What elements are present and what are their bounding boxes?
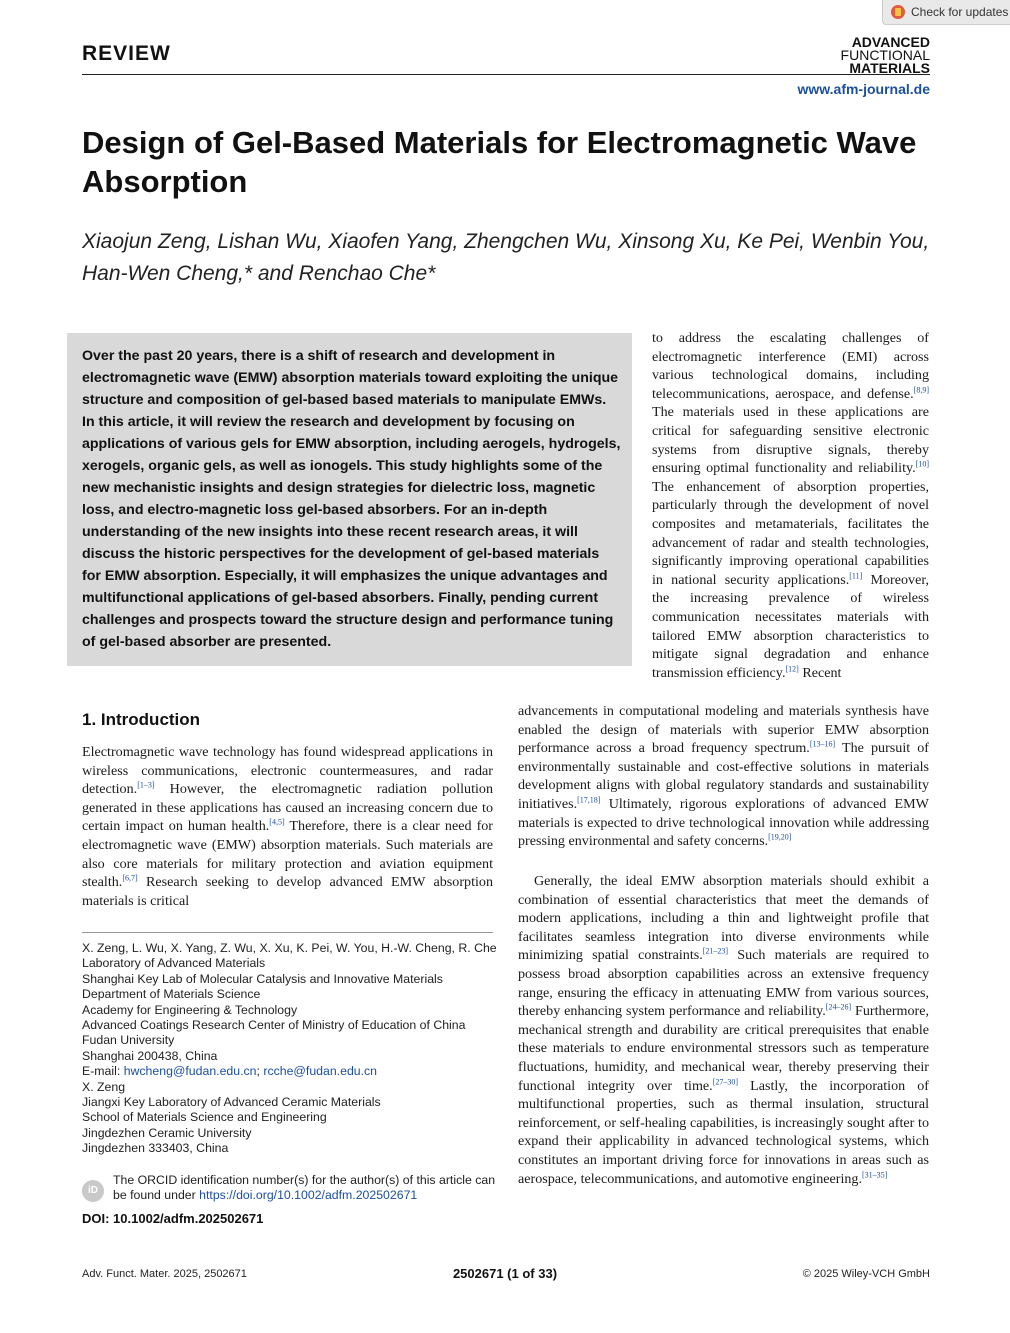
text-run: Moreover, the increasing prevalence of wireless communication necessitates materials with tailored EMW absorption characteristics to mitigate signal degradation and enhance transmission efficiency. xyxy=(652,571,930,681)
text-run: The enhancement of absorption properties, particularly through the development of novel composites and metamaterials, facilitates the advancement of radar and stealth technologies, significantly improving operational capabilities in national security applications. xyxy=(652,478,929,588)
logo-line-3: MATERIALS xyxy=(849,60,930,76)
citation-link[interactable]: [21–23] xyxy=(702,946,729,956)
footer-copyright: © 2025 Wiley-VCH GmbH xyxy=(802,1268,930,1280)
text-run: The materials used in these applications are critical for safeguarding sensitive electronic systems from disruptive signals, thereby ensuring optimal functionality and reliability. xyxy=(652,404,929,477)
text-run: Furthermore, mechanical strength and durability are critical prerequisites that enable these materials to endure environmental stressors such as temperature fluctuations, humidity, and mechanical wear, thereby preserving their functional integrity over time. xyxy=(518,1003,929,1094)
article-title: Design of Gel-Based Materials for Electromagnetic Wave Absorption xyxy=(82,125,917,199)
check-for-updates-button[interactable] xyxy=(882,0,1010,25)
logo-line-1: ADVANCED xyxy=(851,34,930,50)
text-run: The pursuit of environmentally sustainable and cost-effective solutions in materials development aligns with global regulatory standards and sustainability initiatives. xyxy=(518,740,929,812)
citation-link[interactable]: [17,18] xyxy=(577,795,601,805)
orcid-note xyxy=(113,1173,503,1204)
citation-link[interactable]: [10] xyxy=(915,459,929,469)
citation-link[interactable]: [24–26] xyxy=(825,1002,852,1012)
right-column-continuation xyxy=(518,702,929,851)
update-badge-icon xyxy=(891,5,905,19)
affiliation-line: Advanced Coatings Research Center of Ministry of Education of China xyxy=(82,1018,466,1033)
affiliation-authors: X. Zeng xyxy=(82,1079,126,1094)
email-line xyxy=(82,1064,502,1079)
journal-url-link[interactable]: www.afm-journal.de xyxy=(797,81,930,97)
text-run: However, the electromagnetic radiation pollution generated in these applications has caused an increasing concern due to certain impact on human health. xyxy=(82,781,493,835)
footnote-rule xyxy=(82,932,493,933)
citation-link[interactable]: [12] xyxy=(785,664,799,673)
orcid-icon: iD xyxy=(82,1180,104,1202)
citation-link[interactable]: [1–3] xyxy=(137,780,155,790)
intro-paragraph xyxy=(82,743,493,910)
text-run: Lastly, the incorporation of multifunctional properties, such as thermal insulation, structural reinforcement, or self-healing capabilities, is increasingly sought after to expand their applicability in advanced technological systems, which constitutes an important driving force for innovations in areas such as aerospace, telecommunications, and automotive engineering. xyxy=(518,1077,929,1187)
citation-link[interactable]: [27–30] xyxy=(712,1076,739,1086)
email-separator: ; xyxy=(256,1064,260,1079)
affiliation-line: Fudan University xyxy=(82,1033,175,1048)
footer-page-number: 2502671 (1 of 33) xyxy=(452,1266,558,1281)
text-run: Such materials are required to possess broad absorption capabilities across an extensive frequency range, ensuring the efficacy in attenuating EMW from various sources, thereby enhancing system performance and reliability. xyxy=(518,947,929,1020)
text-run: Therefore, there is a clear need for electromagnetic wave (EMW) absorption materials. Such materials are also core materials for military protection and aviation equipment stealth. xyxy=(82,818,494,891)
citation-link[interactable]: [4,5] xyxy=(269,817,285,827)
journal-logo xyxy=(830,36,930,75)
footer-citation: Adv. Funct. Mater. 2025, 2502671 xyxy=(82,1268,247,1280)
email-link[interactable]: rcche@fudan.edu.cn xyxy=(263,1064,378,1079)
authors-line-2: Han-Wen Cheng,* and Renchao Che* xyxy=(82,262,436,285)
author-list xyxy=(82,226,952,290)
citation-link[interactable]: [19,20] xyxy=(768,832,792,842)
section-label: REVIEW xyxy=(82,42,171,65)
affiliation-line: Laboratory of Advanced Materials xyxy=(82,956,266,971)
affiliation-line: Shanghai Key Lab of Molecular Catalysis and Innovative Materials xyxy=(82,971,443,986)
affiliation-line: Department of Materials Science xyxy=(82,987,261,1002)
affiliation-line: School of Materials Science and Engineering xyxy=(82,1110,327,1125)
affiliation-authors: X. Zeng, L. Wu, X. Yang, Z. Wu, X. Xu, K. Pei, W. You, H.-W. Cheng, R. Che xyxy=(82,941,497,955)
logo-line-2: FUNCTIONAL xyxy=(840,47,930,63)
header-rule xyxy=(82,74,930,75)
orcid-text: The ORCID identification number(s) for the author(s) of this article can be found under xyxy=(113,1173,496,1203)
affiliation-line: Jingdezhen 333403, China xyxy=(82,1141,229,1156)
citation-link[interactable]: [11] xyxy=(849,571,863,581)
affiliation-line: Shanghai 200438, China xyxy=(82,1048,218,1063)
email-link[interactable]: hwcheng@fudan.edu.cn xyxy=(123,1064,257,1079)
check-for-updates-label: Check for updates xyxy=(911,5,1009,19)
text-run: advancements in computational modeling and materials synthesis have enabled the design of materials with superior EMW absorption performance across a broad frequency spectrum. xyxy=(518,703,929,757)
doi: DOI: 10.1002/adfm.202502671 xyxy=(82,1211,264,1226)
citation-link[interactable]: [6,7] xyxy=(122,873,138,883)
authors-line-1: Xiaojun Zeng, Lishan Wu, Xiaofen Yang, Zhengchen Wu, Xinsong Xu, Ke Pei, Wenbin You, xyxy=(82,230,930,253)
citation-link[interactable]: [13–16] xyxy=(809,739,836,749)
text-run: Research seeking to develop advanced EMW absorption materials is critical xyxy=(82,874,493,909)
affiliations xyxy=(82,941,502,1157)
section-heading-introduction: 1. Introduction xyxy=(82,710,201,729)
orcid-link[interactable]: https://doi.org/10.1002/adfm.202502671 xyxy=(199,1188,418,1203)
citation-link[interactable]: [8,9] xyxy=(913,385,929,395)
citation-link[interactable]: [31–35] xyxy=(862,1169,888,1179)
affiliation-line: Jiangxi Key Laboratory of Advanced Ceramic Materials xyxy=(82,1095,381,1110)
right-column-paragraph-2 xyxy=(518,872,929,1188)
right-column-top xyxy=(652,329,929,682)
text-run: Generally, the ideal EMW absorption materials should exhibit a combination of essential characteristics that meet the demands of modern applications, including a thin and lightweight profile that facilitates seamless integration into diverse environments while minimizing spatial constraints. xyxy=(518,873,929,964)
affiliation-line: Jingdezhen Ceramic University xyxy=(82,1125,252,1140)
abstract-text: Over the past 20 years, there is a shift of research and development in electromagnetic wave (EMW) absorption materials toward exploiting the unique structure and composition of gel-based based materials to manipulate EMWs. In this article, it will review the research and development by focusing on applications of various gels for EMW absorption, including aerogels, hydrogels, xerogels, organic gels, as well as ionogels. This study highlights some of the new mechanistic insights and design strategies for dielectric loss, magnetic loss, and electro-magnetic loss gel-based absorbers. For an in-depth understanding of the new insights into these recent research areas, it will discuss the historic perspectives for the development of gel-based materials for EMW absorption. Especially, it will emphasizes the unique advantages and multifunctional applications of gel-based absorbers. Finally, pending current challenges and prospects toward the structure design and performance tuning of gel-based absorber are presented. xyxy=(82,348,621,650)
affiliation-line: Academy for Engineering & Technology xyxy=(82,1002,298,1017)
text-run: Electromagnetic wave technology has found widespread applications in wireless communications, electronic countermeasures, and radar detection. xyxy=(82,744,493,798)
text-run: Ultimately, rigorous explorations of advanced EMW materials is expected to drive technological innovation while addressing pressing environmental and safety concerns. xyxy=(518,795,929,850)
email-label: E-mail: xyxy=(82,1064,121,1079)
text-run: Recent xyxy=(798,664,842,681)
text-run: to address the escalating challenges of electromagnetic interference (EMI) across various technological domains, including telecommunications, aerospace, and defense. xyxy=(652,330,929,402)
